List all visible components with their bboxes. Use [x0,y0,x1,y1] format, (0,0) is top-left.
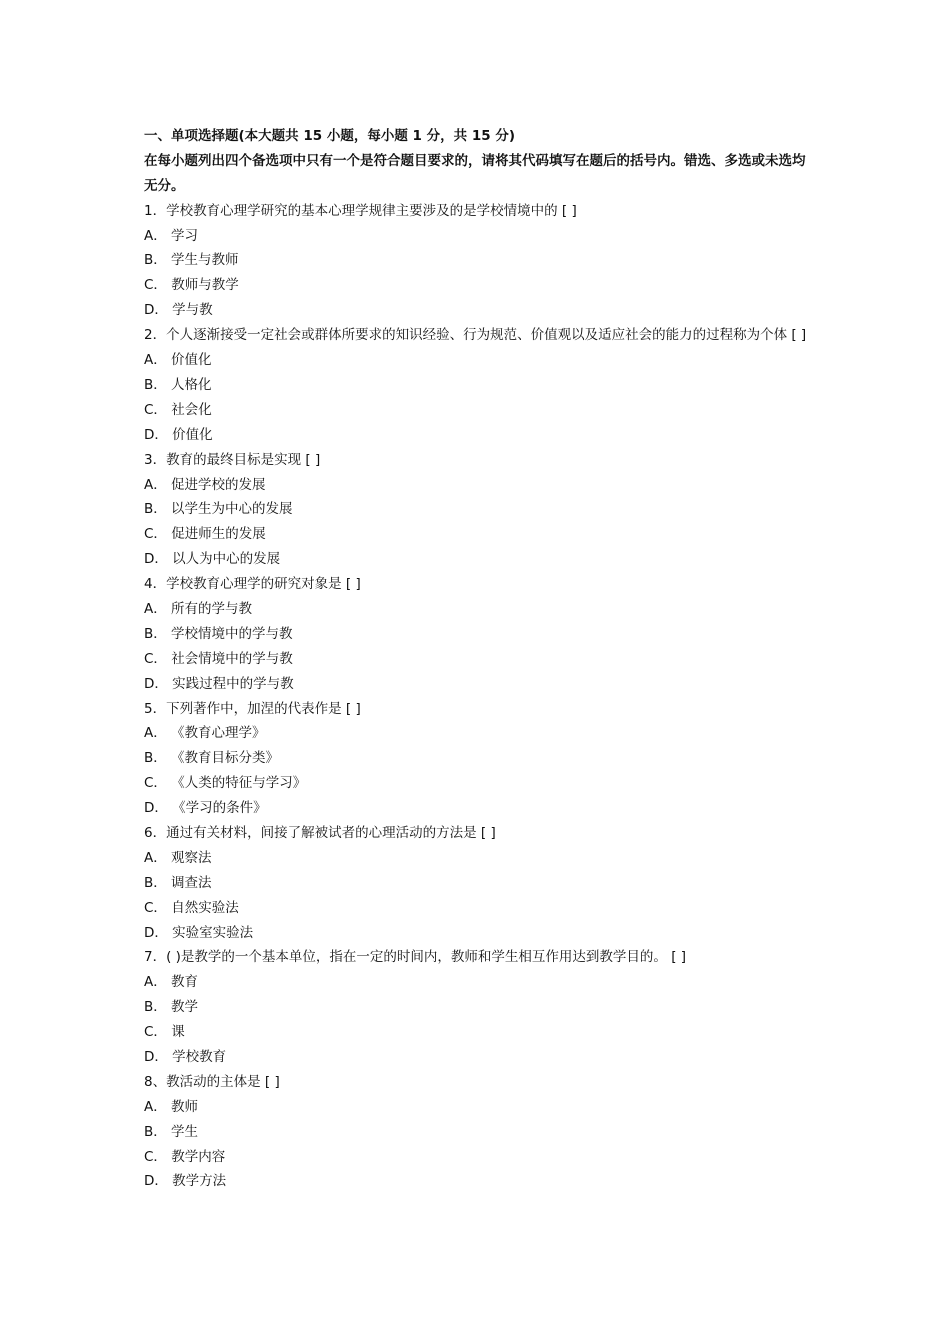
question-2 [144,323,814,447]
option-a: A． 观察法 [144,849,212,866]
option-c: C． 教学内容 [144,1148,226,1165]
question-stem: 6．通过有关材料，间接了解被试者的心理活动的方法是 [ ] [144,824,496,841]
option-b: B． 教学 [144,999,199,1016]
option-d: D． 学与教 [144,302,213,319]
option-c: C． 《人类的特征与学习》 [144,775,307,792]
option-c: C． 教师与教学 [144,277,239,294]
option-d: D． 教学方法 [144,1173,227,1190]
option-c: C． 社会化 [144,401,212,418]
option-a: A． 促进学校的发展 [144,476,266,493]
option-c: C． 促进师生的发展 [144,526,266,543]
option-c: C． 自然实验法 [144,899,239,916]
option-b: B． 学生与教师 [144,252,239,269]
question-stem: 2．个人逐渐接受一定社会或群体所要求的知识经验、行为规范、价值观以及适应社会的能力的过程称为个体 [ ] [144,327,807,344]
question-4 [144,572,814,696]
option-a: A． 教师 [144,1098,199,1115]
option-a: A． 所有的学与教 [144,600,253,617]
question-stem: 4．学校教育心理学的研究对象是 [ ] [144,576,361,593]
question-stem: 1．学校教育心理学研究的基本心理学规律主要涉及的是学校情境中的 [ ] [144,202,577,219]
option-a: A． 价值化 [144,352,212,369]
question-1 [144,199,814,323]
option-d: D． 以人为中心的发展 [144,551,281,568]
option-d: D． 价值化 [144,426,213,443]
question-6 [144,821,814,945]
option-a: A． 教育 [144,974,199,991]
option-b: B． 学校情境中的学与教 [144,625,293,642]
option-b: B． 学生 [144,1123,199,1140]
option-d: D． 实验室实验法 [144,924,254,941]
option-b: B． 以学生为中心的发展 [144,501,293,518]
question-stem: 7．( )是教学的一个基本单位，指在一定的时间内，教师和学生相互作用达到教学目的。 [ ] [144,949,687,966]
question-7 [144,945,814,1069]
question-stem: 8、教活动的主体是 [ ] [144,1073,280,1090]
option-b: B． 调查法 [144,874,212,891]
option-a: A． 《教育心理学》 [144,725,266,742]
option-d: D． 《学习的条件》 [144,800,267,817]
option-b: B． 《教育目标分类》 [144,750,280,767]
question-8 [144,1070,814,1194]
option-b: B． 人格化 [144,376,212,393]
question-stem: 5．下列著作中，加涅的代表作是 [ ] [144,700,361,717]
question-5 [144,697,814,821]
option-d: D． 学校教育 [144,1049,227,1065]
question-stem: 3．教育的最终目标是实现 [ ] [144,451,321,468]
question-3 [144,448,814,572]
option-a: A． 学习 [144,227,199,244]
option-c: C． 社会情境中的学与教 [144,650,293,667]
option-c: C． 课 [144,1024,185,1041]
section-instructions: 在每小题列出四个备选项中只有一个是符合题目要求的，请将其代码填写在题后的括号内。错选、多选或未选均无分。 [144,152,806,194]
section-heading: 一、单项选择题(本大题共 15 小题，每小题 1 分，共 15 分) [144,128,516,144]
document-page [144,124,814,1194]
option-d: D． 实践过程中的学与教 [144,675,294,692]
